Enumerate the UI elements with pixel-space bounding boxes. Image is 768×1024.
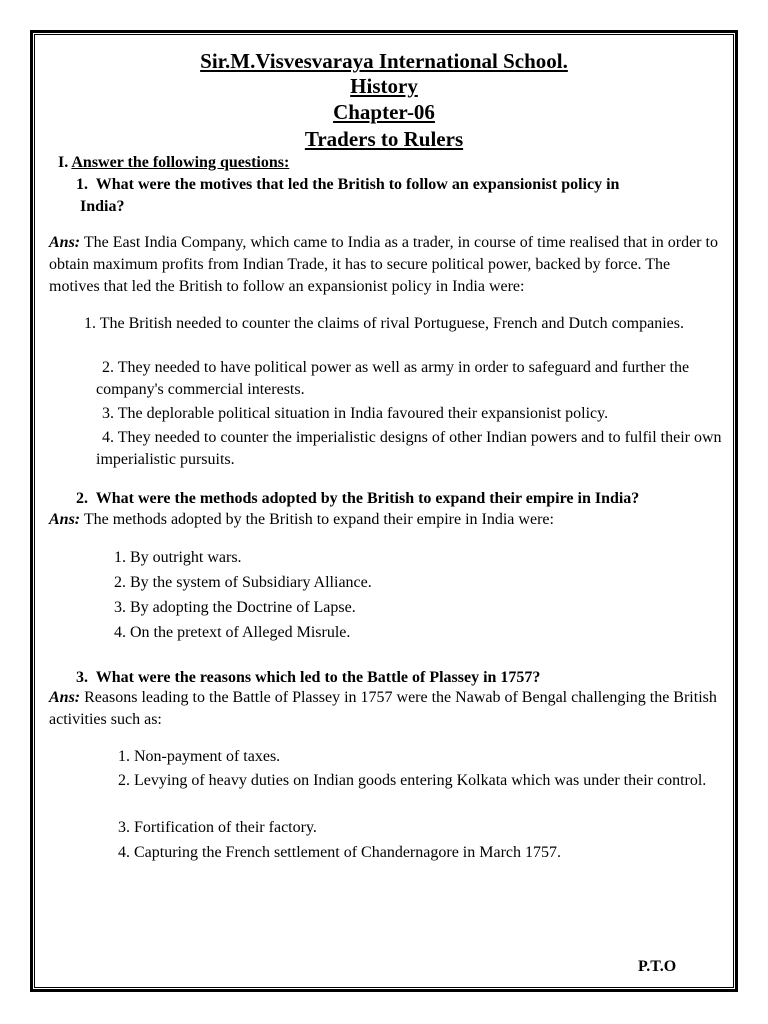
- answer-1-text: The East India Company, which came to India as a trader, in course of time realised that in order to obtain maximum profits from Indian Trade, it has to secure political power, backed by force. The motives that led the British to follow an expansionist policy in India were:: [49, 234, 718, 295]
- answer-3-point-2: 2. Levying of heavy duties on Indian goods entering Kolkata which was under their control.: [118, 772, 707, 789]
- answer-3-label: Ans:: [49, 689, 81, 706]
- question-3-text: What were the reasons which led to the Battle of Plassey in 1757?: [95, 669, 541, 686]
- section-heading: [58, 152, 289, 174]
- question-2-text: What were the methods adopted by the British to expand their empire in India?: [95, 490, 640, 507]
- answer-2: [49, 509, 719, 531]
- answer-3-point-3: 3. Fortification of their factory.: [118, 819, 317, 836]
- answer-1-point-2: 2. They needed to have political power as well as army in order to safeguard and further the company's commercial interests.: [96, 359, 690, 398]
- answer-1-label: Ans:: [49, 234, 81, 251]
- page-turn-note: P.T.O: [638, 958, 677, 975]
- subject-title: History: [350, 74, 418, 98]
- chapter-number: Chapter-06: [333, 100, 435, 124]
- question-3: [76, 667, 726, 688]
- answer-1-point-4: 4. They needed to counter the imperialistic designs of other Indian powers and to fulfil their own imperialistic pursuits.: [96, 429, 722, 468]
- question-1-text-line1: What were the motives that led the British to follow an expansionist policy in: [95, 176, 620, 193]
- section-numeral: I.: [58, 154, 69, 171]
- answer-1-point-1: 1. The British needed to counter the claims of rival Portuguese, French and Dutch companies.: [84, 315, 684, 332]
- answer-2-point-2: 2. By the system of Subsidiary Alliance.: [114, 574, 372, 591]
- question-1-number: 1.: [76, 176, 88, 193]
- answer-2-point-3: 3. By adopting the Doctrine of Lapse.: [114, 599, 356, 616]
- question-3-number: 3.: [76, 669, 88, 686]
- answer-2-label: Ans:: [49, 511, 81, 528]
- question-2: [76, 488, 726, 509]
- answer-1: [49, 232, 719, 298]
- answer-2-text: The methods adopted by the British to expand their empire in India were:: [83, 511, 554, 528]
- answer-2-point-4: 4. On the pretext of Alleged Misrule.: [114, 624, 351, 641]
- question-1-text-line2: India?: [80, 198, 125, 215]
- chapter-title: Traders to Rulers: [304, 127, 464, 151]
- section-heading-text: Answer the following questions:: [71, 154, 290, 171]
- question-1: [76, 174, 716, 195]
- answer-3-point-1: 1. Non-payment of taxes.: [118, 748, 281, 765]
- answer-3-text: Reasons leading to the Battle of Plassey in 1757 were the Nawab of Bengal challenging the British activities such as:: [49, 689, 717, 728]
- school-title: Sir.M.Visvesvaraya International School.: [200, 49, 568, 73]
- answer-3-point-4: 4. Capturing the French settlement of Chandernagore in March 1757.: [118, 844, 561, 861]
- answer-2-point-1: 1. By outright wars.: [114, 549, 242, 566]
- answer-1-point-3: 3. The deplorable political situation in India favoured their expansionist policy.: [102, 405, 609, 422]
- question-2-number: 2.: [76, 490, 88, 507]
- answer-3: [49, 687, 719, 731]
